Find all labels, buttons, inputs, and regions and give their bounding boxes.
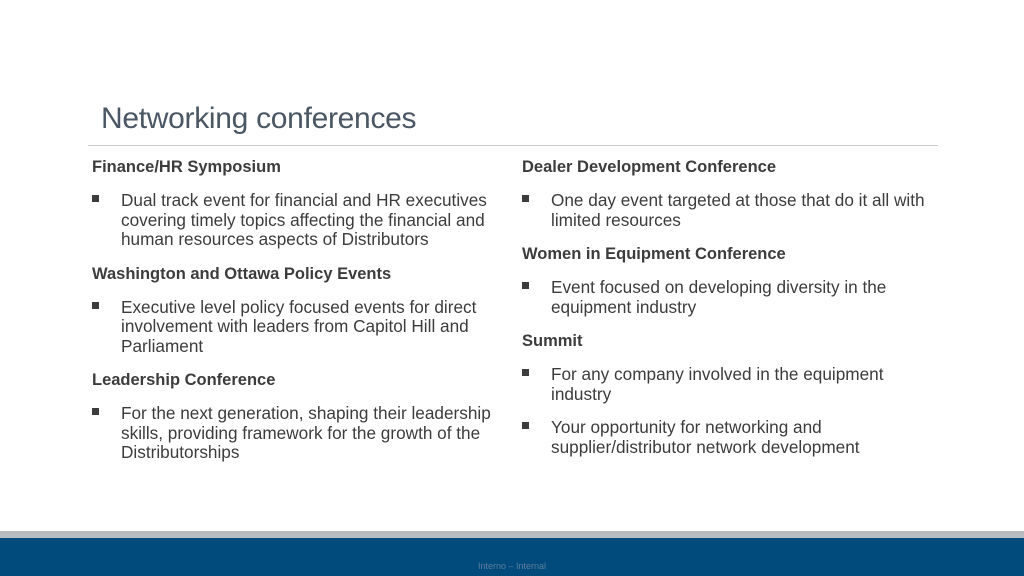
bullet-list — [92, 191, 512, 250]
section-heading: Washington and Ottawa Policy Events — [92, 264, 392, 283]
section-policy-events — [92, 264, 512, 357]
bullet-item — [522, 418, 932, 457]
footer-stripe — [0, 531, 1024, 538]
section-heading: Summit — [522, 332, 583, 350]
square-bullet-icon — [92, 302, 99, 309]
left-column — [92, 157, 512, 477]
bullet-list — [92, 404, 512, 463]
square-bullet-icon — [522, 282, 529, 289]
footer-classification-label: Interno – Internal — [477, 561, 547, 571]
square-bullet-icon — [522, 369, 529, 376]
bullet-text: Your opportunity for networking and supplier/distributor network development — [551, 417, 860, 457]
bullet-item — [92, 298, 512, 357]
section-leadership-conference — [92, 370, 512, 463]
section-women-in-equipment — [522, 244, 932, 317]
section-summit — [522, 331, 932, 457]
bullet-text: For any company involved in the equipment industry — [551, 364, 884, 404]
section-heading: Women in Equipment Conference — [522, 245, 786, 263]
section-heading: Leadership Conference — [92, 371, 276, 389]
square-bullet-icon — [522, 195, 529, 202]
section-heading: Dealer Development Conference — [522, 158, 777, 176]
section-finance-hr-symposium — [92, 157, 512, 250]
bullet-text: Dual track event for financial and HR executives covering timely topics affecting the financial and human resources aspects of Distributors — [121, 190, 487, 249]
bullet-text: For the next generation, shaping their leadership skills, providing framework for the growth of the Distributorships — [121, 403, 491, 462]
bullet-item — [522, 365, 932, 404]
bullet-list — [92, 298, 512, 357]
section-heading: Finance/HR Symposium — [92, 158, 281, 176]
title-divider — [88, 145, 938, 146]
slide-title: Networking conferences — [101, 102, 417, 135]
square-bullet-icon — [92, 408, 99, 415]
bullet-item — [92, 404, 512, 463]
bullet-list — [522, 191, 932, 230]
bullet-item — [92, 191, 512, 250]
right-column — [522, 157, 932, 471]
bullet-list — [522, 278, 932, 317]
bullet-text: Executive level policy focused events for direct involvement with leaders from Capitol Hill and Parliament — [121, 296, 477, 356]
square-bullet-icon — [92, 195, 99, 202]
bullet-item — [522, 278, 932, 317]
bullet-text: One day event targeted at those that do it all with limited resources — [551, 190, 925, 230]
bullet-list — [522, 365, 932, 457]
bullet-item — [522, 191, 932, 230]
section-dealer-development — [522, 157, 932, 230]
square-bullet-icon — [522, 422, 529, 429]
bullet-text: Event focused on developing diversity in the equipment industry — [551, 277, 887, 317]
